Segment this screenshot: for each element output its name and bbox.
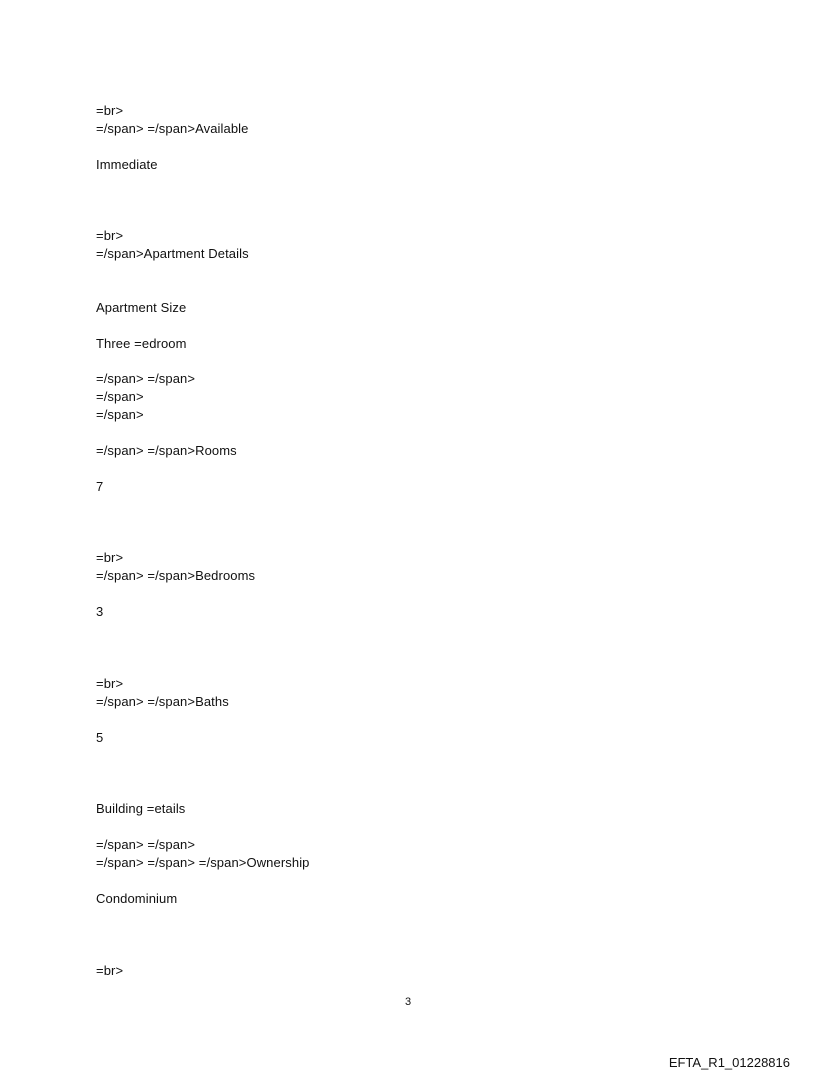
text-line: =/span>: [96, 389, 144, 404]
text-line: =/span>Apartment Details: [96, 246, 249, 261]
text-line: =/span> =/span>Available: [96, 121, 249, 136]
text-line: =/span>: [96, 407, 144, 422]
text-line: =br>: [96, 550, 124, 565]
text-line: =br>: [96, 103, 124, 118]
text-line: Immediate: [96, 157, 158, 172]
text-line: 7: [96, 479, 104, 494]
text-line: Building =etails: [96, 801, 186, 816]
page-number: 3: [404, 996, 412, 1008]
document-id: EFTA_R1_01228816: [668, 1055, 790, 1070]
text-line: =/span> =/span>Bedrooms: [96, 568, 256, 583]
text-line: =/span> =/span>Rooms: [96, 443, 237, 458]
text-line: =br>: [96, 963, 124, 978]
text-line: =/span> =/span>Baths: [96, 694, 229, 709]
text-line: Apartment Size: [96, 300, 187, 315]
text-line: =/span> =/span> =/span>Ownership: [96, 855, 310, 870]
text-line: 5: [96, 730, 104, 745]
text-line: Condominium: [96, 891, 178, 906]
text-line: =/span> =/span>: [96, 371, 196, 386]
text-line: =/span> =/span>: [96, 837, 196, 852]
text-line: Three =edroom: [96, 336, 187, 351]
text-line: 3: [96, 604, 104, 619]
text-line: =br>: [96, 228, 124, 243]
text-line: =br>: [96, 676, 124, 691]
